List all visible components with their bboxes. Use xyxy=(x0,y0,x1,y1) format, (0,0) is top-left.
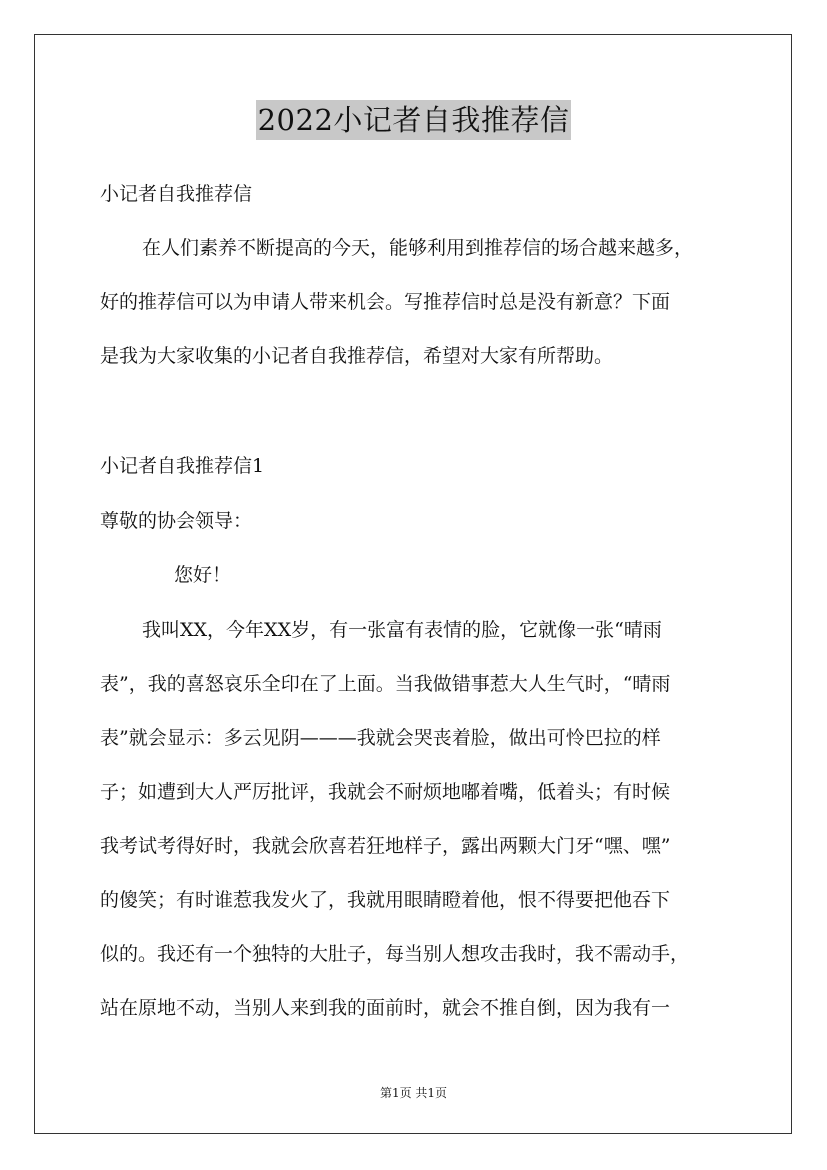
page-number: 第1页 共1页 xyxy=(379,1086,448,1100)
intro-line: 是我为大家收集的小记者自我推荐信，希望对大家有所帮助。 xyxy=(100,345,614,367)
document-subtitle: 小记者自我推荐信 xyxy=(100,183,253,205)
body-line: 站在原地不动，当别人来到我的面前时，就会不推自倒，因为我有一 xyxy=(100,997,671,1019)
body-line: 我叫XX，今年XX岁，有一张富有表情的脸，它就像一张“晴雨 xyxy=(142,619,662,641)
salutation: 尊敬的协会领导： xyxy=(100,510,253,532)
intro-line: 在人们素养不断提高的今天，能够利用到推荐信的场合越来越多， xyxy=(142,237,694,259)
body-line: 子；如遭到大人严厉批评，我就会不耐烦地嘟着嘴，低着头；有时候 xyxy=(100,781,671,803)
body-line: 表”就会显示：多云见阴———我就会哭丧着脸，做出可怜巴拉的样 xyxy=(100,727,661,749)
document-title: 2022小记者自我推荐信 xyxy=(256,100,572,140)
section-heading: 小记者自我推荐信1 xyxy=(100,455,265,477)
intro-line: 好的推荐信可以为申请人带来机会。写推荐信时总是没有新意？下面 xyxy=(100,291,671,313)
title-container xyxy=(0,100,827,140)
body-line: 的傻笑；有时谁惹我发火了，我就用眼睛瞪着他，恨不得要把他吞下 xyxy=(100,889,671,911)
body-line: 表”，我的喜怒哀乐全印在了上面。当我做错事惹大人生气时，“晴雨 xyxy=(100,673,671,695)
body-line: 我考试考得好时，我就会欣喜若狂地样子，露出两颗大门牙“嘿、嘿” xyxy=(100,835,671,857)
greeting: 您好！ xyxy=(174,564,232,586)
body-line: 似的。我还有一个独特的大肚子，每当别人想攻击我时，我不需动手， xyxy=(100,943,690,965)
